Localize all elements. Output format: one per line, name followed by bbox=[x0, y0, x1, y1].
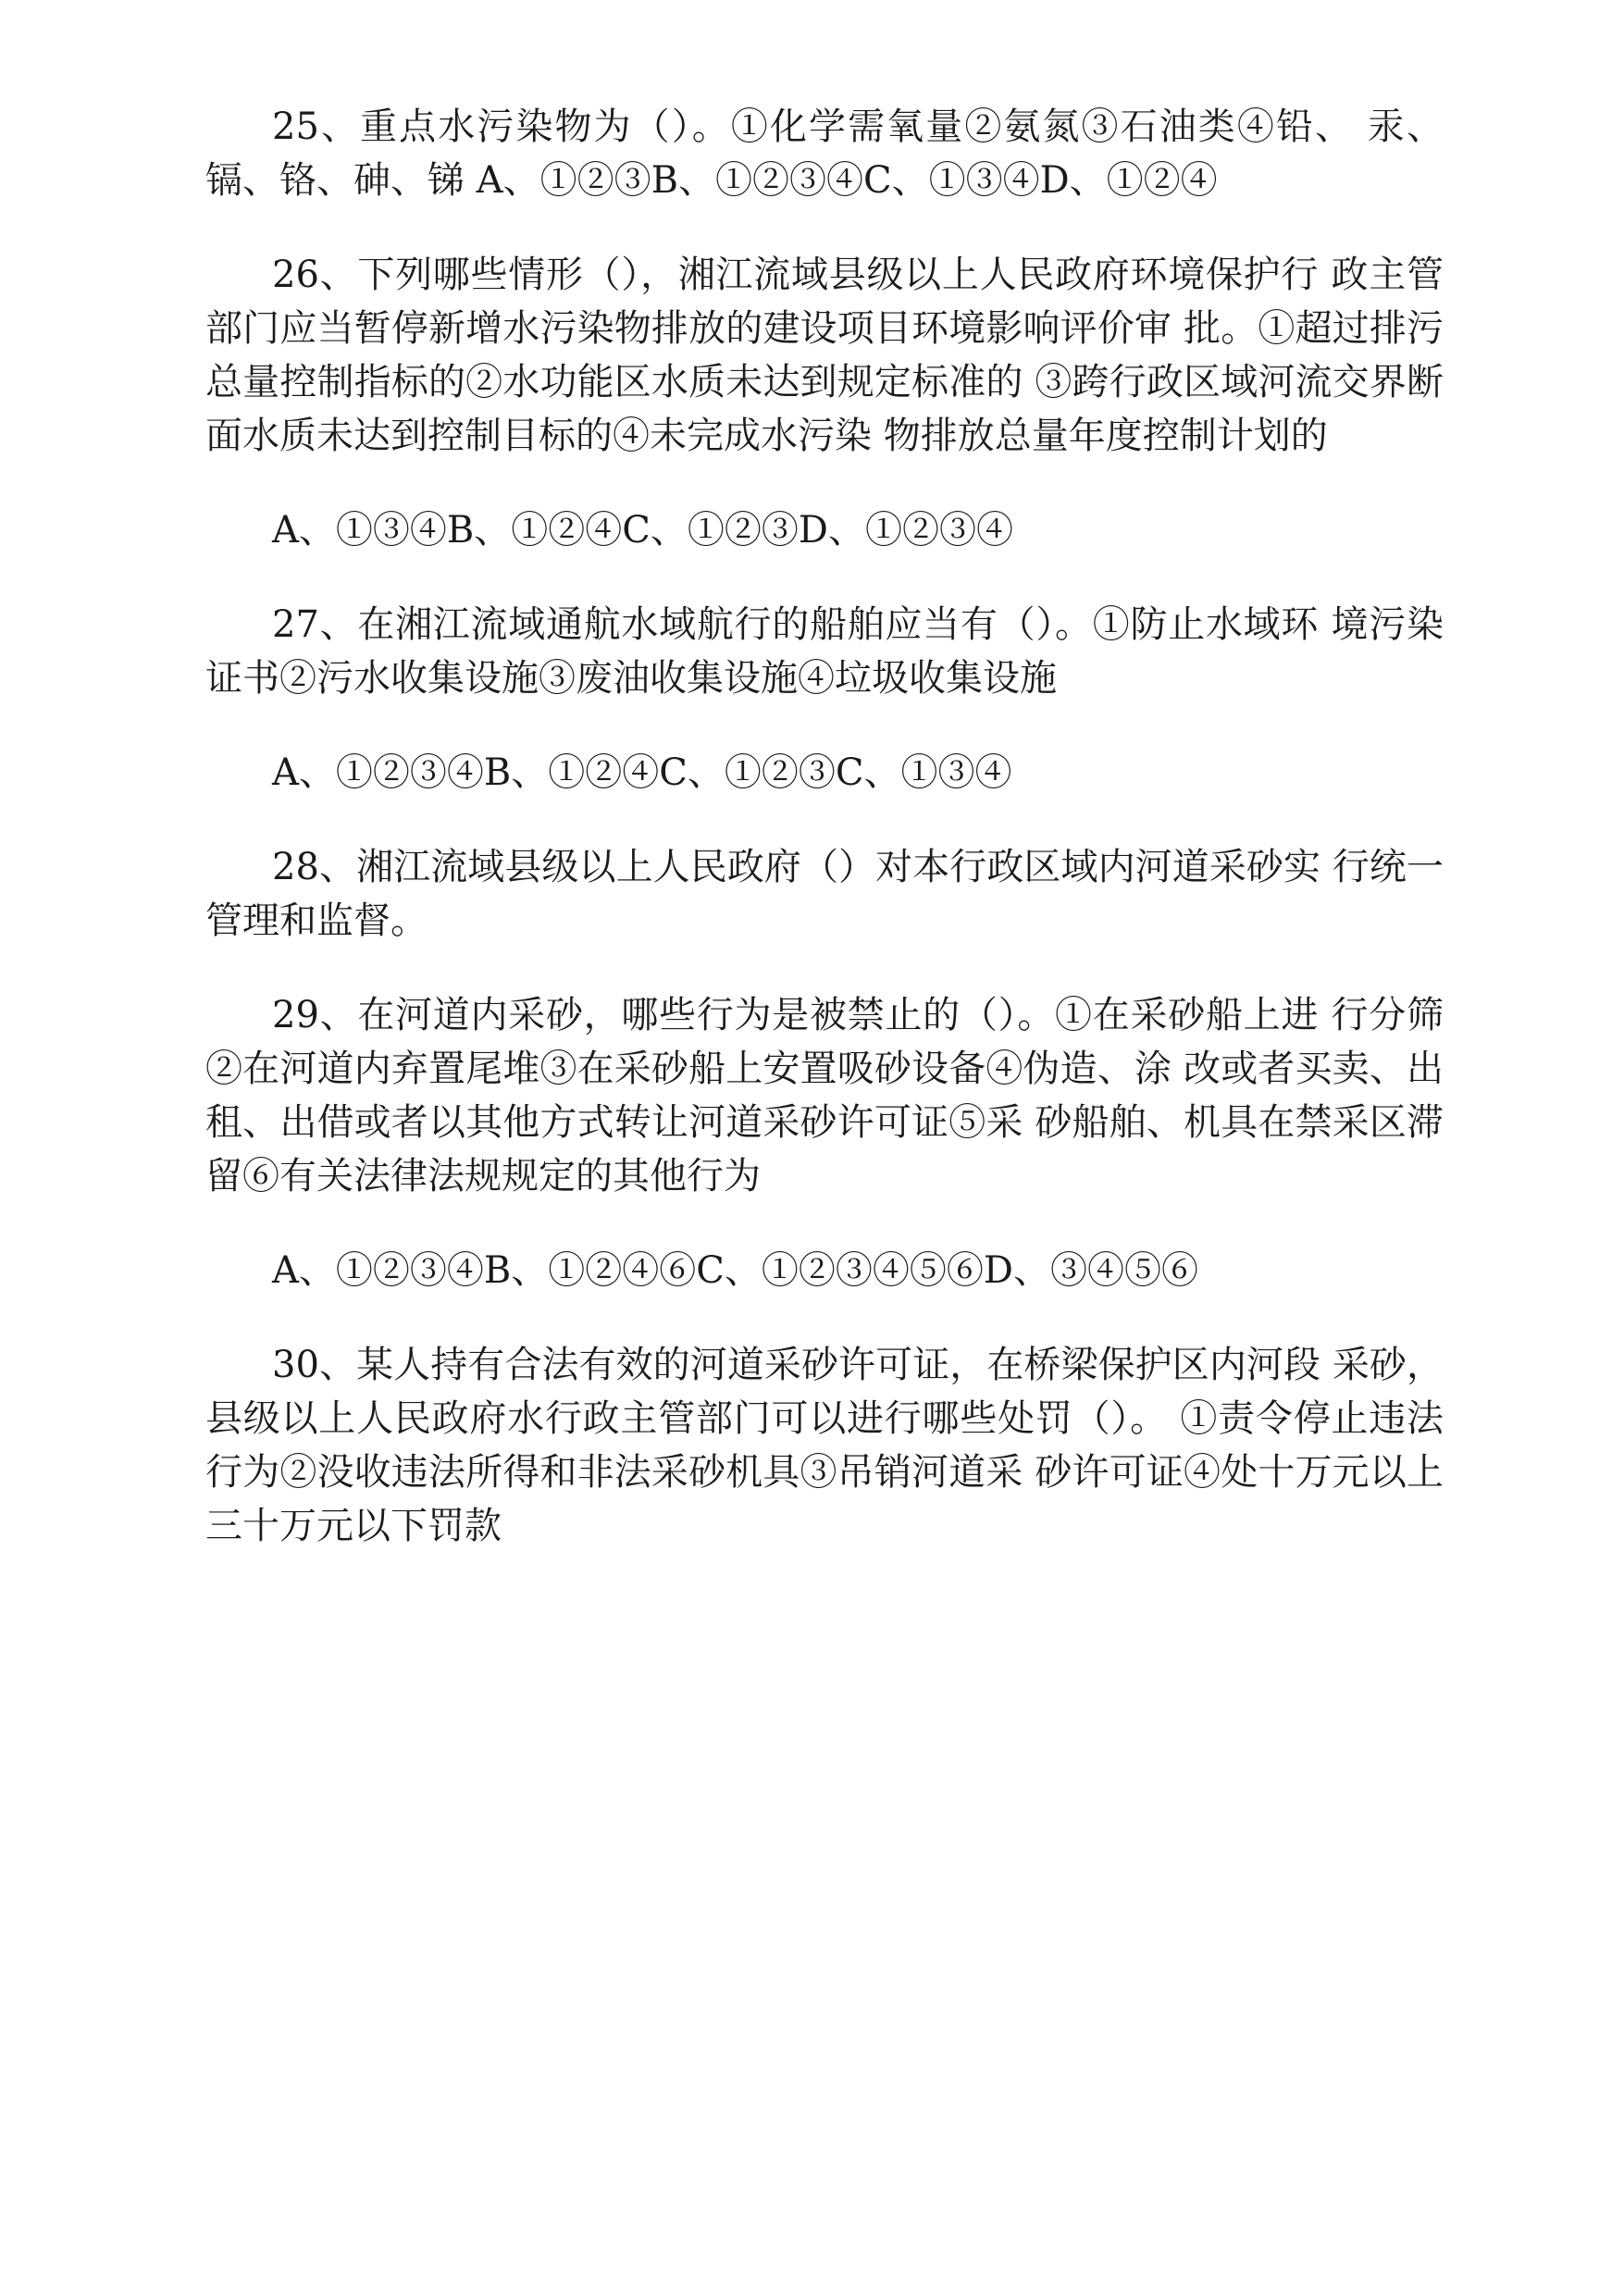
question-30: 30、某人持有合法有效的河道采砂许可证，在桥梁保护区内河段 采砂，县级以上人民政府水行政主管部门可以进行哪些处罚（）。 ①责令停止违法行为②没收违法所得和非法采砂机具③吊销河道采 砂许可证④处十万元以上三十万元以下罚款 bbox=[205, 1344, 1444, 1547]
question-27-options: A、①②③④B、①②④C、①②③C、①③④ bbox=[272, 751, 1012, 794]
document-page bbox=[205, 100, 1444, 1553]
question-26-options: A、①③④B、①②④C、①②③D、①②③④ bbox=[272, 509, 1013, 552]
question-29-options: A、①②③④B、①②④⑥C、①②③④⑤⑥D、③④⑤⑥ bbox=[272, 1249, 1198, 1292]
question-29: 29、在河道内采砂，哪些行为是被禁止的（）。①在采砂船上进 行分筛②在河道内弃置尾堆③在采砂船上安置吸砂设备④伪造、涂 改或者买卖、出租、出借或者以其他方式转让河道采砂许可证⑤采 砂船舶、机具在禁采区滞留⑥有关法律法规规定的其他行为 bbox=[205, 994, 1444, 1197]
question-28: 28、湘江流域县级以上人民政府（）对本行政区域内河道采砂实 行统一管理和监督。 bbox=[205, 846, 1444, 942]
question-27: 27、在湘江流域通航水域航行的船舶应当有（）。①防止水域环 境污染证书②污水收集设施③废油收集设施④垃圾收集设施 bbox=[205, 603, 1444, 700]
question-25: 25、重点水污染物为（）。①化学需氧量②氨氮③石油类④铅、 汞、镉、铬、砷、锑 A、①②③B、①②③④C、①③④D、①②④ bbox=[205, 105, 1444, 202]
question-26: 26、下列哪些情形（），湘江流域县级以上人民政府环境保护行 政主管部门应当暂停新增水污染物排放的建设项目环境影响评价审 批。①超过排污总量控制指标的②水功能区水质未达到规定标准的 ③跨行政区域河流交界断面水质未达到控制目标的④未完成水污染 物排放总量年度控制计划的 bbox=[205, 254, 1444, 457]
